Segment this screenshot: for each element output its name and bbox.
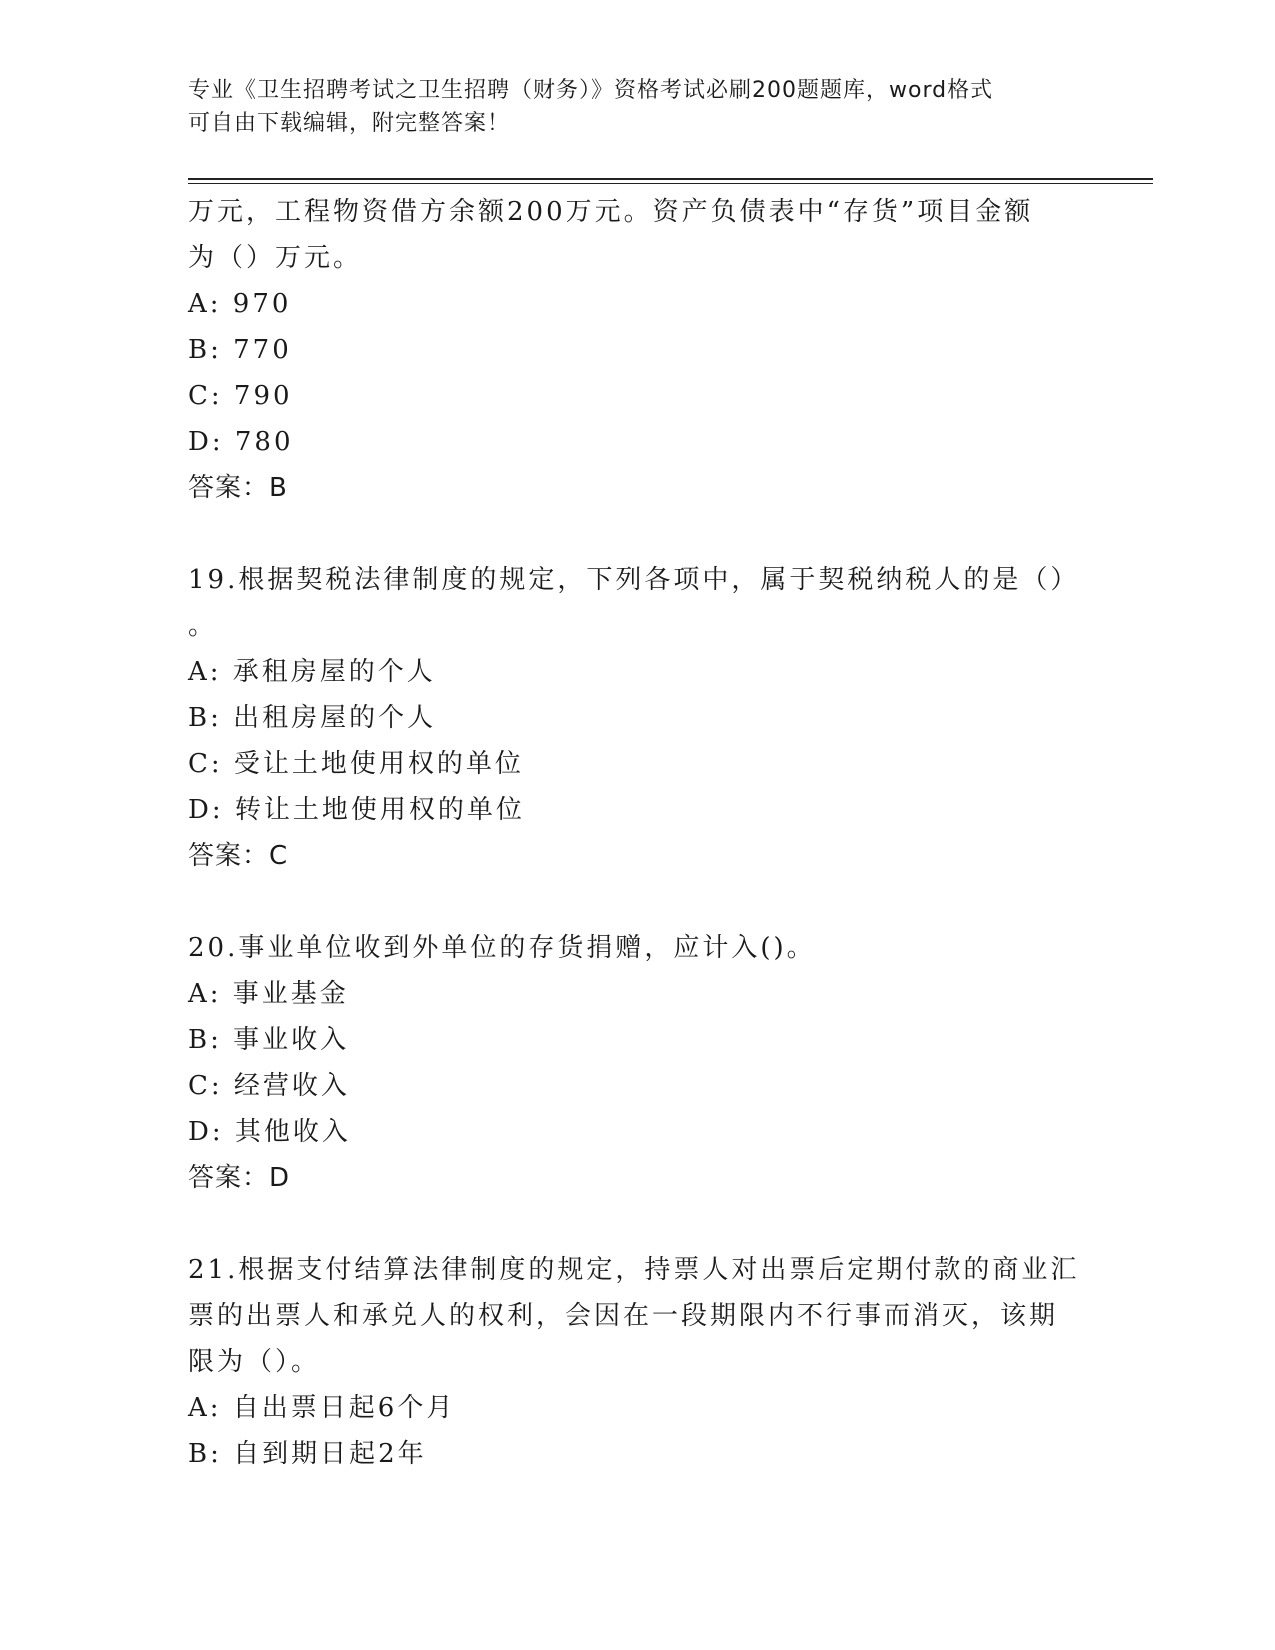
answer-label: 答案：D (188, 1163, 291, 1193)
option-a: A: 事业基金 (188, 979, 349, 1009)
question-stem-line: 19.根据契税法律制度的规定，下列各项中，属于契税纳税人的是（） (188, 565, 1080, 595)
option-b: B: 770 (188, 335, 292, 365)
option-d: D: 780 (188, 427, 294, 457)
document-header (188, 74, 1088, 140)
option-a: A: 970 (188, 289, 292, 319)
question-20 (188, 925, 1088, 1201)
header-divider-thin (188, 183, 1153, 184)
option-d: D: 转让土地使用权的单位 (188, 795, 525, 825)
question-18 (188, 189, 1088, 511)
option-d: D: 其他收入 (188, 1117, 351, 1147)
option-b: B: 自到期日起2年 (188, 1439, 427, 1469)
option-c: C: 经营收入 (188, 1071, 350, 1101)
question-stem-line: 为（）万元。 (188, 243, 363, 273)
answer-label: 答案：B (188, 473, 288, 503)
option-a: A: 自出票日起6个月 (188, 1393, 456, 1423)
question-19 (188, 557, 1088, 879)
question-content (188, 189, 1088, 1477)
option-b: B: 出租房屋的个人 (188, 703, 437, 733)
option-b: B: 事业收入 (188, 1025, 350, 1055)
question-stem-line: 限为（）。 (188, 1347, 321, 1377)
question-stem-line: 万元，工程物资借方余额200万元。资产负债表中“存货”项目金额 (188, 197, 1034, 227)
spacer (188, 511, 1088, 557)
answer-label: 答案：C (188, 841, 289, 871)
question-stem-line: 20.事业单位收到外单位的存货捐赠，应计入()。 (188, 933, 816, 963)
header-title-line-2: 可自由下载编辑，附完整答案！ (188, 111, 511, 136)
header-title-line-1: 专业《卫生招聘考试之卫生招聘（财务）》资格考试必刷200题题库，word格式 (188, 78, 994, 103)
question-21 (188, 1247, 1088, 1477)
header-divider-thick (188, 178, 1153, 180)
option-c: C: 790 (188, 381, 293, 411)
option-c: C: 受让土地使用权的单位 (188, 749, 524, 779)
question-stem-line: 票的出票人和承兑人的权利，会因在一段期限内不行事而消灭，该期 (188, 1301, 1059, 1331)
question-stem-line: 21.根据支付结算法律制度的规定，持票人对出票后定期付款的商业汇 (188, 1255, 1080, 1285)
option-a: A: 承租房屋的个人 (188, 657, 436, 687)
spacer (188, 879, 1088, 925)
spacer (188, 1201, 1088, 1247)
question-stem-line: 。 (188, 611, 218, 641)
